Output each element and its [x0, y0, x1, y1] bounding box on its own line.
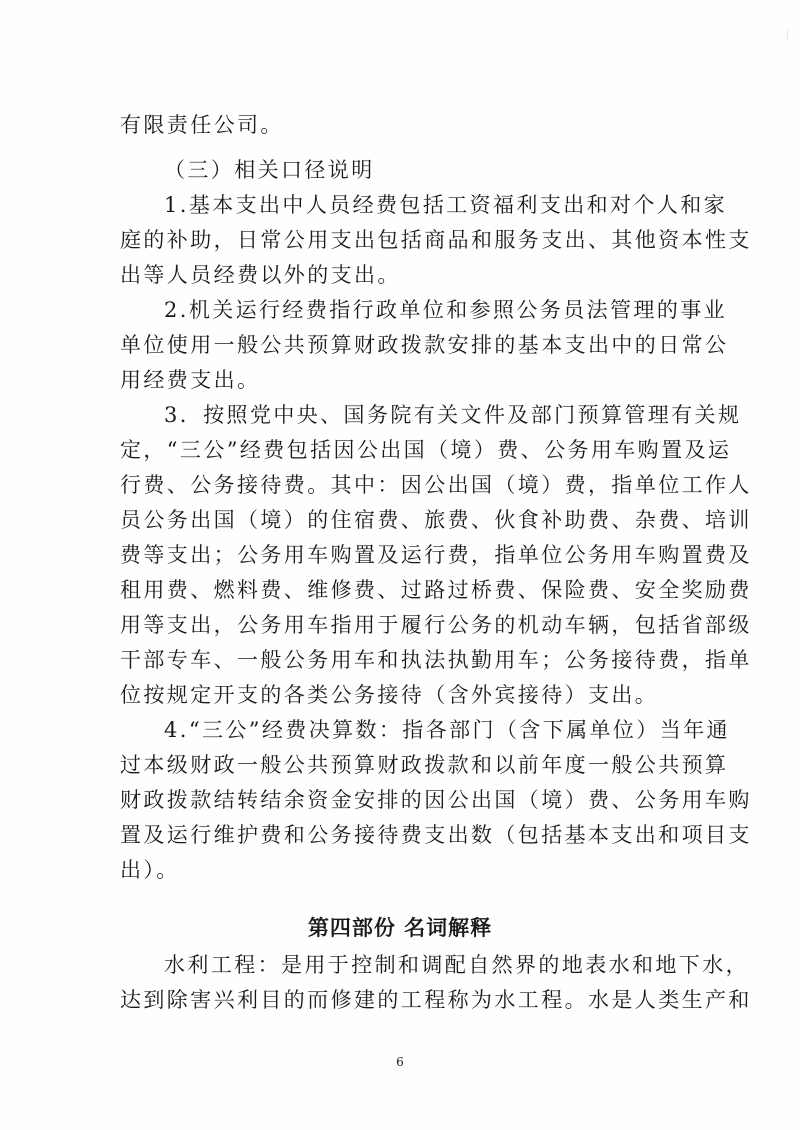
text-line: 2.机关运行经费指行政单位和参照公务员法管理的事业: [164, 298, 728, 322]
text-line: 过本级财政一般公共预算财政拨款和以前年度一般公共预算: [120, 753, 729, 777]
text-line: 单位使用一般公共预算财政拨款安排的基本支出中的日常公: [120, 333, 729, 357]
text-line: 用经费支出。: [120, 368, 261, 392]
text-line: 租用费、燃料费、维修费、过路过桥费、保险费、安全奖励费: [120, 578, 752, 602]
text-line: 干部专车、一般公务用车和执法执勤用车；公务接待费，指单: [120, 648, 752, 672]
page-number: 6: [396, 1055, 404, 1069]
body-text-top: [120, 108, 752, 888]
text-line: 1.基本支出中人员经费包括工资福利支出和对个人和家: [164, 193, 728, 217]
text-line: 位按规定开支的各类公务接待（含外宾接待）支出。: [120, 683, 659, 707]
text-line: 置及运行维护费和公务接待费支出数（包括基本支出和项目支: [120, 823, 752, 847]
text-line: 用等支出，公务用车指用于履行公务的机动车辆，包括省部级: [120, 613, 752, 637]
text-line: 费等支出；公务用车购置及运行费，指单位公务用车购置费及: [120, 543, 752, 567]
text-line: 水利工程：是用于控制和调配自然界的地表水和地下水，: [164, 953, 749, 977]
text-line: 3．按照党中央、国务院有关文件及部门预算管理有关规: [164, 403, 742, 427]
section-subheading: （三）相关口径说明: [164, 158, 375, 182]
section-heading: 第四部份 名词解释: [307, 916, 493, 940]
body-text-bottom: [120, 948, 752, 1018]
text-line: 4.“三公”经费决算数：指各部门（含下属单位）当年通: [164, 718, 730, 742]
text-line: 行费、公务接待费。其中：因公出国（境）费，指单位工作人: [120, 473, 752, 497]
scan-edge-mark: [787, 30, 794, 40]
text-line: 财政拨款结转结余资金安排的因公出国（境）费、公务用车购: [120, 788, 752, 812]
text-line: 员公务出国（境）的住宿费、旅费、伙食补助费、杂费、培训: [120, 508, 752, 532]
text-line: 定，“三公”经费包括因公出国（境）费、公务用车购置及运: [120, 438, 732, 462]
text-line: 有限责任公司。: [120, 113, 284, 137]
text-line: 出等人员经费以外的支出。: [120, 263, 401, 287]
text-line: 出）。: [120, 858, 180, 882]
text-line: 达到除害兴利目的而修建的工程称为水工程。水是人类生产和: [120, 988, 752, 1012]
text-line: 庭的补助，日常公用支出包括商品和服务支出、其他资本性支: [120, 228, 752, 252]
